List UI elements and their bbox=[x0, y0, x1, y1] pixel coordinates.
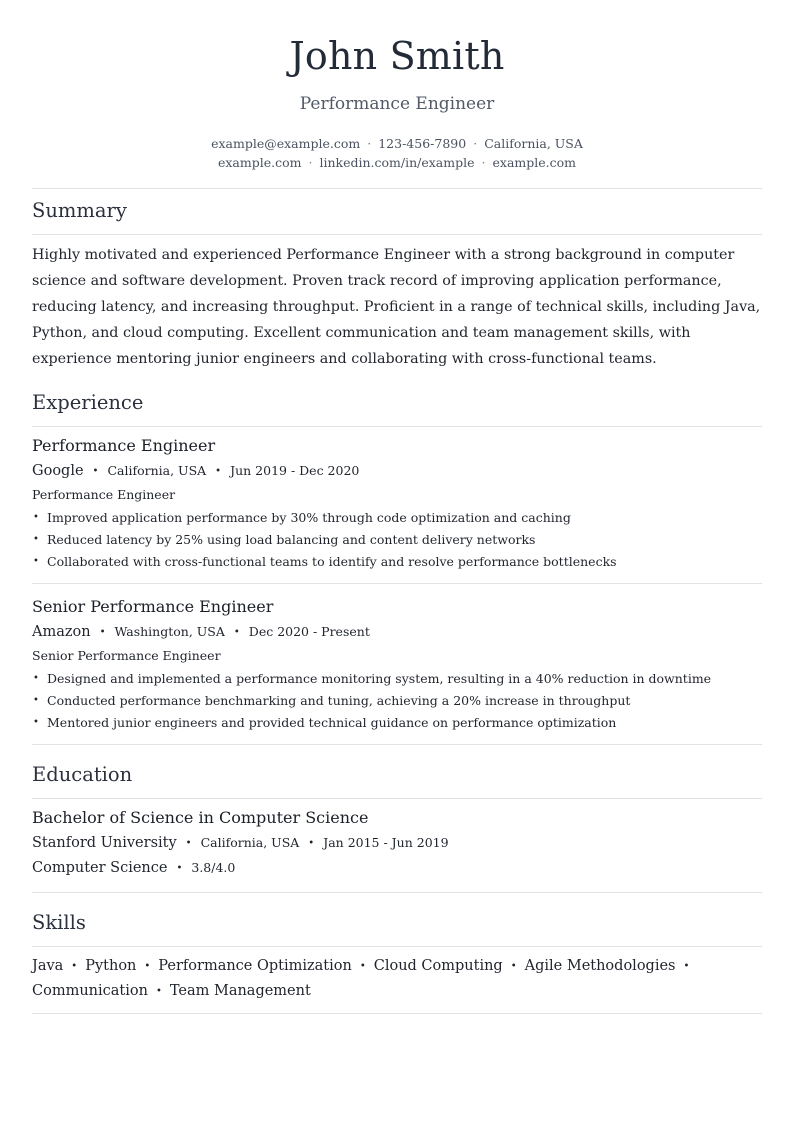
job-bullets bbox=[32, 507, 762, 573]
job-subrole: Senior Performance Engineer bbox=[32, 648, 221, 663]
divider bbox=[32, 744, 762, 745]
list-item: • Designed and implemented a performance monitoring system, resulting in a 40% reduction in downtime bbox=[32, 668, 762, 690]
skill-item: Agile Methodologies bbox=[524, 958, 676, 974]
bullet-separator: • bbox=[359, 961, 366, 972]
bullet-icon: • bbox=[33, 556, 39, 567]
job-meta bbox=[32, 624, 370, 640]
divider bbox=[32, 946, 762, 947]
divider bbox=[32, 1013, 762, 1014]
summary-text: Highly motivated and experienced Performance Engineer with a strong background in computer science and software development. Proven track record of improving application performance, reducing latency, and increasing throughput. Proficient in a range of technical skills, including Java, Python, and cloud computing. Excellent communication and team management skills, with experience mentoring junior engineers and collaborating with cross-functional teams. bbox=[32, 247, 761, 367]
bullet-icon: • bbox=[33, 534, 39, 545]
bullet-separator: • bbox=[510, 961, 517, 972]
field-of-study: Computer Science bbox=[32, 860, 168, 876]
linkedin-link[interactable]: linkedin.com/in/example bbox=[319, 155, 475, 170]
education-dates: Jan 2015 - Jun 2019 bbox=[323, 835, 449, 850]
job-title: Senior Performance Engineer bbox=[32, 597, 274, 616]
bullet-separator: • bbox=[176, 863, 183, 874]
portfolio-link[interactable]: example.com bbox=[492, 155, 577, 170]
candidate-name: John Smith bbox=[289, 34, 505, 78]
bullet-icon: • bbox=[33, 695, 39, 706]
gpa: 3.8/4.0 bbox=[191, 860, 236, 875]
field-meta bbox=[32, 860, 235, 876]
bullet-separator: • bbox=[155, 986, 162, 997]
location-text: California, USA bbox=[484, 136, 583, 151]
skills-heading: Skills bbox=[32, 911, 86, 934]
skills-list bbox=[32, 954, 762, 1004]
list-item: • Improved application performance by 30% through code optimization and caching bbox=[32, 507, 762, 529]
separator: · bbox=[473, 136, 478, 151]
skill-item: Cloud Computing bbox=[373, 958, 503, 974]
summary-heading: Summary bbox=[32, 199, 127, 222]
bullet-icon: • bbox=[33, 717, 39, 728]
skill-item: Java bbox=[32, 958, 64, 974]
bullet-icon: • bbox=[33, 673, 39, 684]
education-heading: Education bbox=[32, 763, 133, 786]
contact-line-1 bbox=[32, 136, 762, 151]
bullet-separator: • bbox=[308, 838, 315, 849]
phone-text: 123-456-7890 bbox=[378, 136, 467, 151]
job-title: Performance Engineer bbox=[32, 436, 216, 455]
email-link[interactable]: example@example.com bbox=[211, 136, 361, 151]
job-subrole: Performance Engineer bbox=[32, 487, 176, 502]
company-name: Google bbox=[32, 463, 84, 479]
separator: · bbox=[367, 136, 372, 151]
list-item: • Reduced latency by 25% using load balancing and content delivery networks bbox=[32, 529, 762, 551]
separator: · bbox=[308, 155, 313, 170]
divider bbox=[32, 426, 762, 427]
divider bbox=[32, 892, 762, 893]
bullet-separator: • bbox=[144, 961, 151, 972]
education-meta bbox=[32, 835, 449, 851]
job-location: Washington, USA bbox=[114, 624, 225, 639]
job-bullets bbox=[32, 668, 762, 734]
contact-line-2 bbox=[32, 155, 762, 170]
job-location: California, USA bbox=[107, 463, 207, 478]
skill-item: Team Management bbox=[169, 983, 311, 999]
list-item: • Collaborated with cross-functional teams to identify and resolve performance bottlenecks bbox=[32, 551, 762, 573]
bullet-separator: • bbox=[71, 961, 78, 972]
bullet-separator: • bbox=[233, 627, 240, 638]
separator: · bbox=[481, 155, 486, 170]
skill-item: Python bbox=[85, 958, 137, 974]
job-dates: Dec 2020 - Present bbox=[248, 624, 370, 639]
company-name: Amazon bbox=[32, 624, 91, 640]
bullet-separator: • bbox=[99, 627, 106, 638]
skill-item: Performance Optimization bbox=[158, 958, 352, 974]
divider bbox=[32, 234, 762, 235]
website-link[interactable]: example.com bbox=[217, 155, 302, 170]
divider bbox=[32, 798, 762, 799]
job-meta bbox=[32, 463, 359, 479]
experience-heading: Experience bbox=[32, 391, 144, 414]
bullet-icon: • bbox=[33, 512, 39, 523]
degree-title: Bachelor of Science in Computer Science bbox=[32, 808, 369, 827]
divider bbox=[32, 583, 762, 584]
school-name: Stanford University bbox=[32, 835, 177, 851]
bullet-separator: • bbox=[215, 466, 222, 477]
divider bbox=[32, 188, 762, 189]
candidate-role: Performance Engineer bbox=[299, 94, 495, 114]
skill-item: Communication bbox=[32, 983, 148, 999]
bullet-separator: • bbox=[92, 466, 99, 477]
bullet-separator: • bbox=[683, 961, 690, 972]
list-item: • Conducted performance benchmarking and tuning, achieving a 20% increase in throughput bbox=[32, 690, 762, 712]
list-item: • Mentored junior engineers and provided technical guidance on performance optimization bbox=[32, 712, 762, 734]
school-location: California, USA bbox=[200, 835, 300, 850]
bullet-separator: • bbox=[185, 838, 192, 849]
job-dates: Jun 2019 - Dec 2020 bbox=[230, 463, 360, 478]
